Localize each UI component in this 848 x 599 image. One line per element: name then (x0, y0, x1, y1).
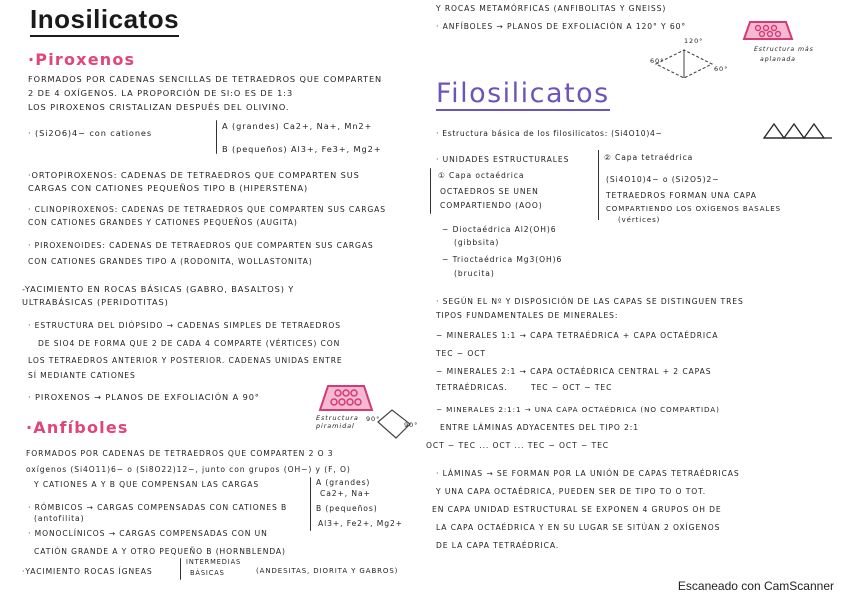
heading-anfiboles: ·Anfíboles (26, 418, 129, 437)
laminas-2: Y UNA CAPA OCTAÉDRICA, PUEDEN SER DE TIPO TO O TOT. (436, 487, 707, 496)
m21-2: TETRAÉDRICAS. TEC − OCT − TEC (436, 383, 613, 392)
trapezoid-structure-icon (742, 20, 794, 42)
u1-3: COMPARTIENDO (AOO) (440, 201, 543, 210)
angle-60-a: 60° (650, 57, 665, 65)
yac-1: -YACIMIENTO EN ROCAS BÁSICAS (GABRO, BASALTOS) Y (22, 284, 295, 294)
title-inosilicatos: Inosilicatos (30, 4, 179, 37)
anf-intro-1: FORMADOS POR CADENAS DE TETRAEDROS QUE COMPARTEN 2 O 3 (26, 449, 334, 458)
anf-brace-a1: A (grandes) (316, 478, 371, 487)
trio-1: − Trioctaédrica Mg3(OH)6 (442, 255, 563, 264)
orto-1: ·ORTOPIROXENOS: CADENAS DE TETRAEDROS QUE COMPARTEN SUS (28, 170, 360, 180)
segun-1: · SEGÚN EL Nº Y DISPOSICIÓN DE LAS CAPAS SE DISTINGUEN TRES (436, 297, 744, 306)
anf-brace-b1: B (pequeños) (316, 504, 378, 513)
anf-intro-3: Y CATIONES A Y B QUE COMPENSAN LAS CARGAS (34, 480, 260, 489)
filo-estructura: · Estructura básica de los filosilicatos: (Si4O10)4− (436, 129, 663, 138)
m211-1: − MINERALES 2:1:1 → UNA CAPA OCTAÉDRICA (NO COMPARTIDA) (436, 405, 720, 414)
filo-icon-label-2: aplanada (760, 56, 796, 63)
pir-intro-2: 2 DE 4 OXÍGENOS. LA PROPORCIÓN DE SI:O ES DE 1:3 (28, 88, 294, 98)
triangles-chain-icon (762, 122, 834, 140)
anf-brace-a2: Ca2+, Na+ (320, 489, 371, 498)
heading-piroxenos: ·Piroxenos (28, 50, 136, 69)
anf-yac-brace (180, 558, 181, 580)
dio-1: − Dioctaédrica Al2(OH)6 (442, 225, 557, 234)
pirox-1: · PIROXENOIDES: CADENAS DE TETRAEDROS QUE COMPARTEN SUS CARGAS (28, 241, 374, 250)
pir-icon-label: Estructura piramidal (316, 414, 359, 430)
u2-5: (vértices) (618, 216, 661, 224)
m211-2: ENTRE LÁMINAS ADYACENTES DEL TIPO 2:1 (440, 423, 639, 432)
angle-90-a: 90° (366, 415, 381, 423)
rombicos-1: · RÓMBICOS → CARGAS COMPENSADAS CON CATIONES B (28, 503, 288, 512)
cation-a: A (grandes) Ca2+, Na+, Mn2+ (222, 121, 373, 131)
laminas-1: · LÁMINAS → SE FORMAN POR LA UNIÓN DE CAPAS TETRAÉDRICAS (436, 469, 740, 478)
unidades: · UNIDADES ESTRUCTURALES (436, 155, 570, 164)
estr-3: LOS TETRAEDROS ANTERIOR Y POSTERIOR. CADENAS UNIDAS ENTRE (28, 356, 343, 365)
mono-2: CATIÓN GRANDE A Y OTRO PEQUEÑO B (HORNBLENDA) (34, 547, 286, 556)
pirox-2: CON CATIONES GRANDES TIPO A (RODONITA, WOLLASTONITA) (28, 257, 313, 266)
dio-2: (gibbsita) (454, 238, 500, 247)
units-divider (598, 150, 599, 220)
u2-2: (Si4O10)4− o (Si2O5)2− (606, 175, 720, 184)
m21-1: − MINERALES 2:1 → CAPA OCTAÉDRICA CENTRAL + 2 CAPAS (436, 367, 712, 376)
m11-2: TEC − OCT (436, 349, 486, 358)
segun-2: TIPOS FUNDAMENTALES DE MINERALES: (436, 311, 619, 320)
cation-brace (216, 120, 217, 154)
estr-4: SÍ MEDIANTE CATIONES (28, 371, 136, 380)
pir-formula: · (Si2O6)4− con cationes (28, 128, 153, 138)
u2-1: ② Capa tetraédrica (604, 153, 694, 162)
anf-yac-b2: BÁSICAS (190, 569, 225, 577)
rombicos-2: (antofilita) (34, 514, 85, 523)
pir-intro-1: FORMADOS POR CADENAS SENCILLAS DE TETRAEDROS QUE COMPARTEN (28, 74, 383, 84)
filo-icon-label-1: Estructura más (754, 46, 814, 53)
anf-yac-tail: (ANDESITAS, DIORITA Y GABROS) (256, 567, 399, 575)
anf-cation-brace (310, 477, 311, 531)
pir-exfol: · PIROXENOS → PLANOS DE EXFOLIACIÓN A 90° (28, 392, 260, 402)
right-top-1: Y ROCAS METAMÓRFICAS (ANFIBOLITAS Y GNEISS) (436, 4, 667, 13)
cation-b: B (pequeños) Al3+, Fe3+, Mg2+ (222, 144, 382, 154)
title-filosilicatos: Filosilicatos (436, 78, 610, 109)
clino-2: CON CATIONES GRANDES Y CATIONES PEQUEÑOS (AUGITA) (28, 218, 298, 227)
laminas-3: EN CAPA UNIDAD ESTRUCTURAL SE EXPONEN 4 GRUPOS OH DE (432, 505, 722, 514)
trio-2: (brucita) (454, 269, 495, 278)
right-top-2: · ANFÍBOLES → PLANOS DE EXFOLIACIÓN A 120° Y 60° (436, 22, 687, 31)
estr-1: · ESTRUCTURA DEL DIÓPSIDO → CADENAS SIMPLES DE TETRAEDROS (28, 321, 342, 330)
camscanner-footer: Escaneado con CamScanner (677, 579, 834, 593)
unidades-brace (430, 168, 431, 214)
mono-1: · MONOCLÍNICOS → CARGAS COMPENSADAS CON UN (28, 529, 268, 538)
u2-3: TETRAEDROS FORMAN UNA CAPA (606, 191, 757, 200)
angle-60-b: 60° (714, 65, 729, 73)
anf-yac-b1: INTERMEDIAS (186, 558, 242, 566)
angle-90-b: 90° (404, 421, 419, 429)
pir-intro-3: LOS PIROXENOS CRISTALIZAN DESPUÉS DEL OLIVINO. (28, 102, 290, 112)
anf-yac: ·YACIMIENTO ROCAS ÍGNEAS (22, 567, 153, 576)
trapezoid-structure-icon (318, 384, 374, 414)
orto-2: CARGAS CON CATIONES PEQUEÑOS TIPO B (HIPERSTENA) (28, 183, 309, 193)
angle-120: 120° (684, 37, 704, 45)
u2-4: COMPARTIENDO LOS OXÍGENOS BASALES (606, 205, 781, 213)
u1-2: OCTAEDROS SE UNEN (440, 187, 539, 196)
u1-1: ① Capa octaédrica (438, 171, 525, 180)
laminas-5: DE LA CAPA TETRAÉDRICA. (436, 541, 560, 550)
yac-2: ULTRABÁSICAS (PERIDOTITAS) (22, 297, 169, 307)
m11-1: − MINERALES 1:1 → CAPA TETRAÉDRICA + CAPA OCTAÉDRICA (436, 331, 719, 340)
laminas-4: LA CAPA OCTAÉDRICA Y EN SU LUGAR SE SITÚAN 2 OXÍGENOS (436, 523, 721, 532)
clino-1: · CLINOPIROXENOS: CADENAS DE TETRAEDROS QUE COMPARTEN SUS CARGAS (28, 205, 386, 214)
estr-2: DE SIO4 DE FORMA QUE 2 DE CADA 4 COMPARTE (VÉRTICES) CON (38, 339, 341, 348)
anf-intro-2: oxígenos (Si4O11)6− o (Si8O22)12−, junto con grupos (OH−) y (F, O) (26, 465, 351, 474)
oct-tec-pattern: OCT − TEC ... OCT ... TEC − OCT − TEC (426, 441, 609, 450)
anf-brace-b2: Al3+, Fe2+, Mg2+ (318, 519, 403, 528)
